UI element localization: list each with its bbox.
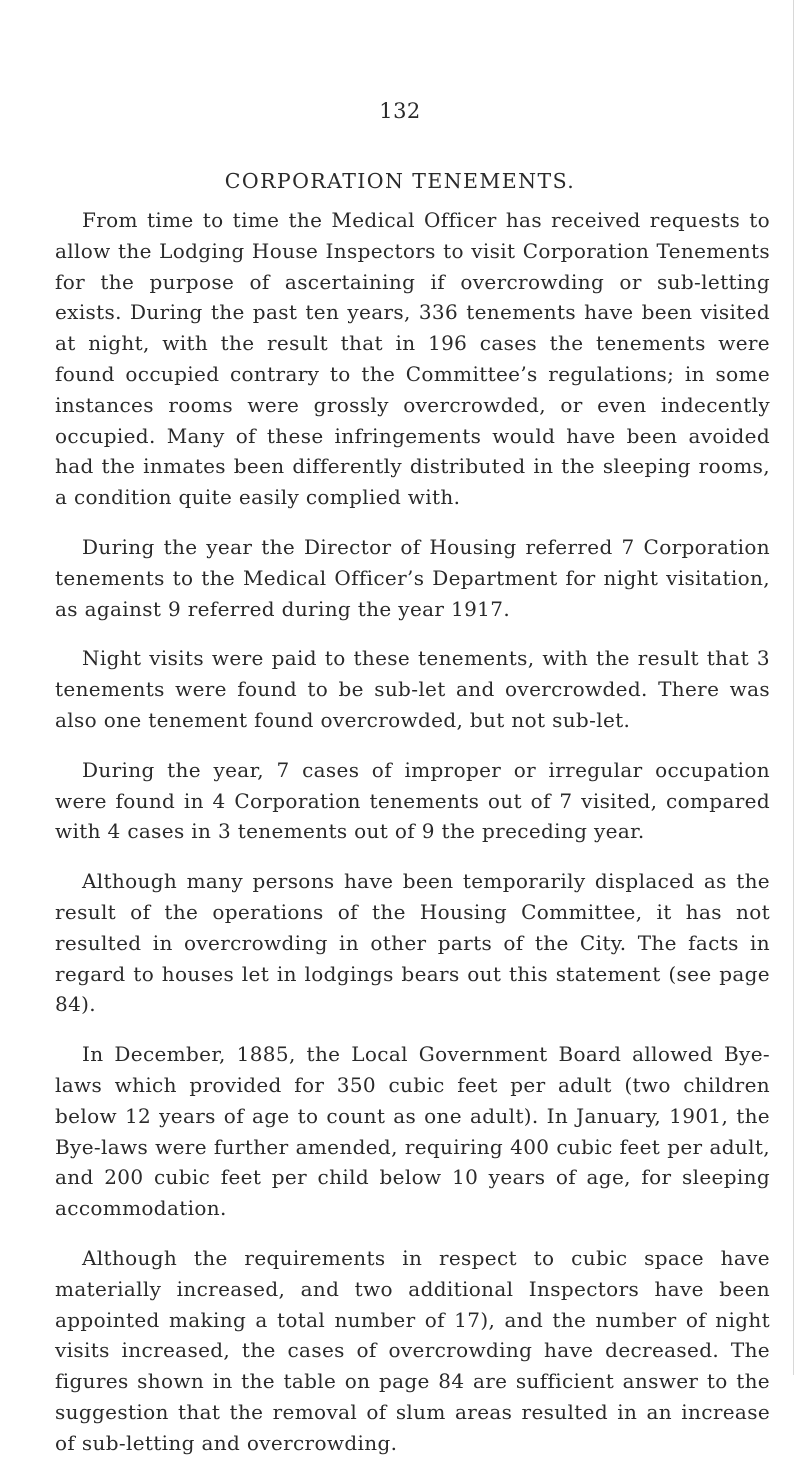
paragraph-night-visits: Night visits were paid to these tenements, with the result that 3 tenements were found to be sub-let and overcrowded. There was also one tenement found overcrowded, but not sub-let. [55,646,770,732]
page-edge-shadow [793,0,794,1375]
paragraph-occupation-cases: During the year, 7 cases of improper or irregular occupation were found in 4 Corporation tenements out of 7 visited, compared with 4 cases in 3 tenements out of 9 the preceding year. [55,757,770,844]
paragraph-referrals: During the year the Director of Housing referred 7 Corporation tenements to the Medical Officer’s Department for night visitation, as against 9 referred during the year 1917. [55,534,770,621]
paragraph-conclusion: Although the requirements in respect to cubic space have materially increased, and two additional Inspectors have been appointed making a total number of 17), and the number of night visits increased, the cases of overcrowding have decreased. The figures shown in the table on page 84 are sufficient answer to the suggestion that the removal of slum areas resulted in an increase of sub-letting and overcrowding. [55,1245,770,1455]
body-text [55,205,770,1477]
section-title: CORPORATION TENEMENTS. [224,169,576,193]
page-number: 132 [379,99,421,123]
paragraph-overview: From time to time the Medical Officer has received requests to allow the Lodging House Inspectors to visit Corporation Tenements for the purpose of ascertaining if overcrowding or sub-letting exists. During the past ten years, 336 tenements have been visited at night, with the result that in 196 cases the tenements were found occupied contrary to the Committee’s regulations; in some instances rooms were grossly overcrowded, or even indecently occupied. Many of these infringements would have been avoided had the inmates been differently distributed in the sleeping rooms, a condition quite easily complied with. [55,208,770,510]
paragraph-bye-laws: In December, 1885, the Local Government Board allowed Bye-laws which provided for 350 cubic feet per adult (two children below 12 years of age to count as one adult). In January, 1901, the Bye-laws were further amended, requiring 400 cubic feet per adult, and 200 cubic feet per child below 10 years of age, for sleeping accommodation. [55,1042,770,1221]
paragraph-displacement: Although many persons have been temporarily displaced as the result of the operations of the Housing Committee, it has not resulted in overcrowding in other parts of the City. The facts in regard to houses let in lodgings bears out this statement (see page 84). [55,869,770,1017]
